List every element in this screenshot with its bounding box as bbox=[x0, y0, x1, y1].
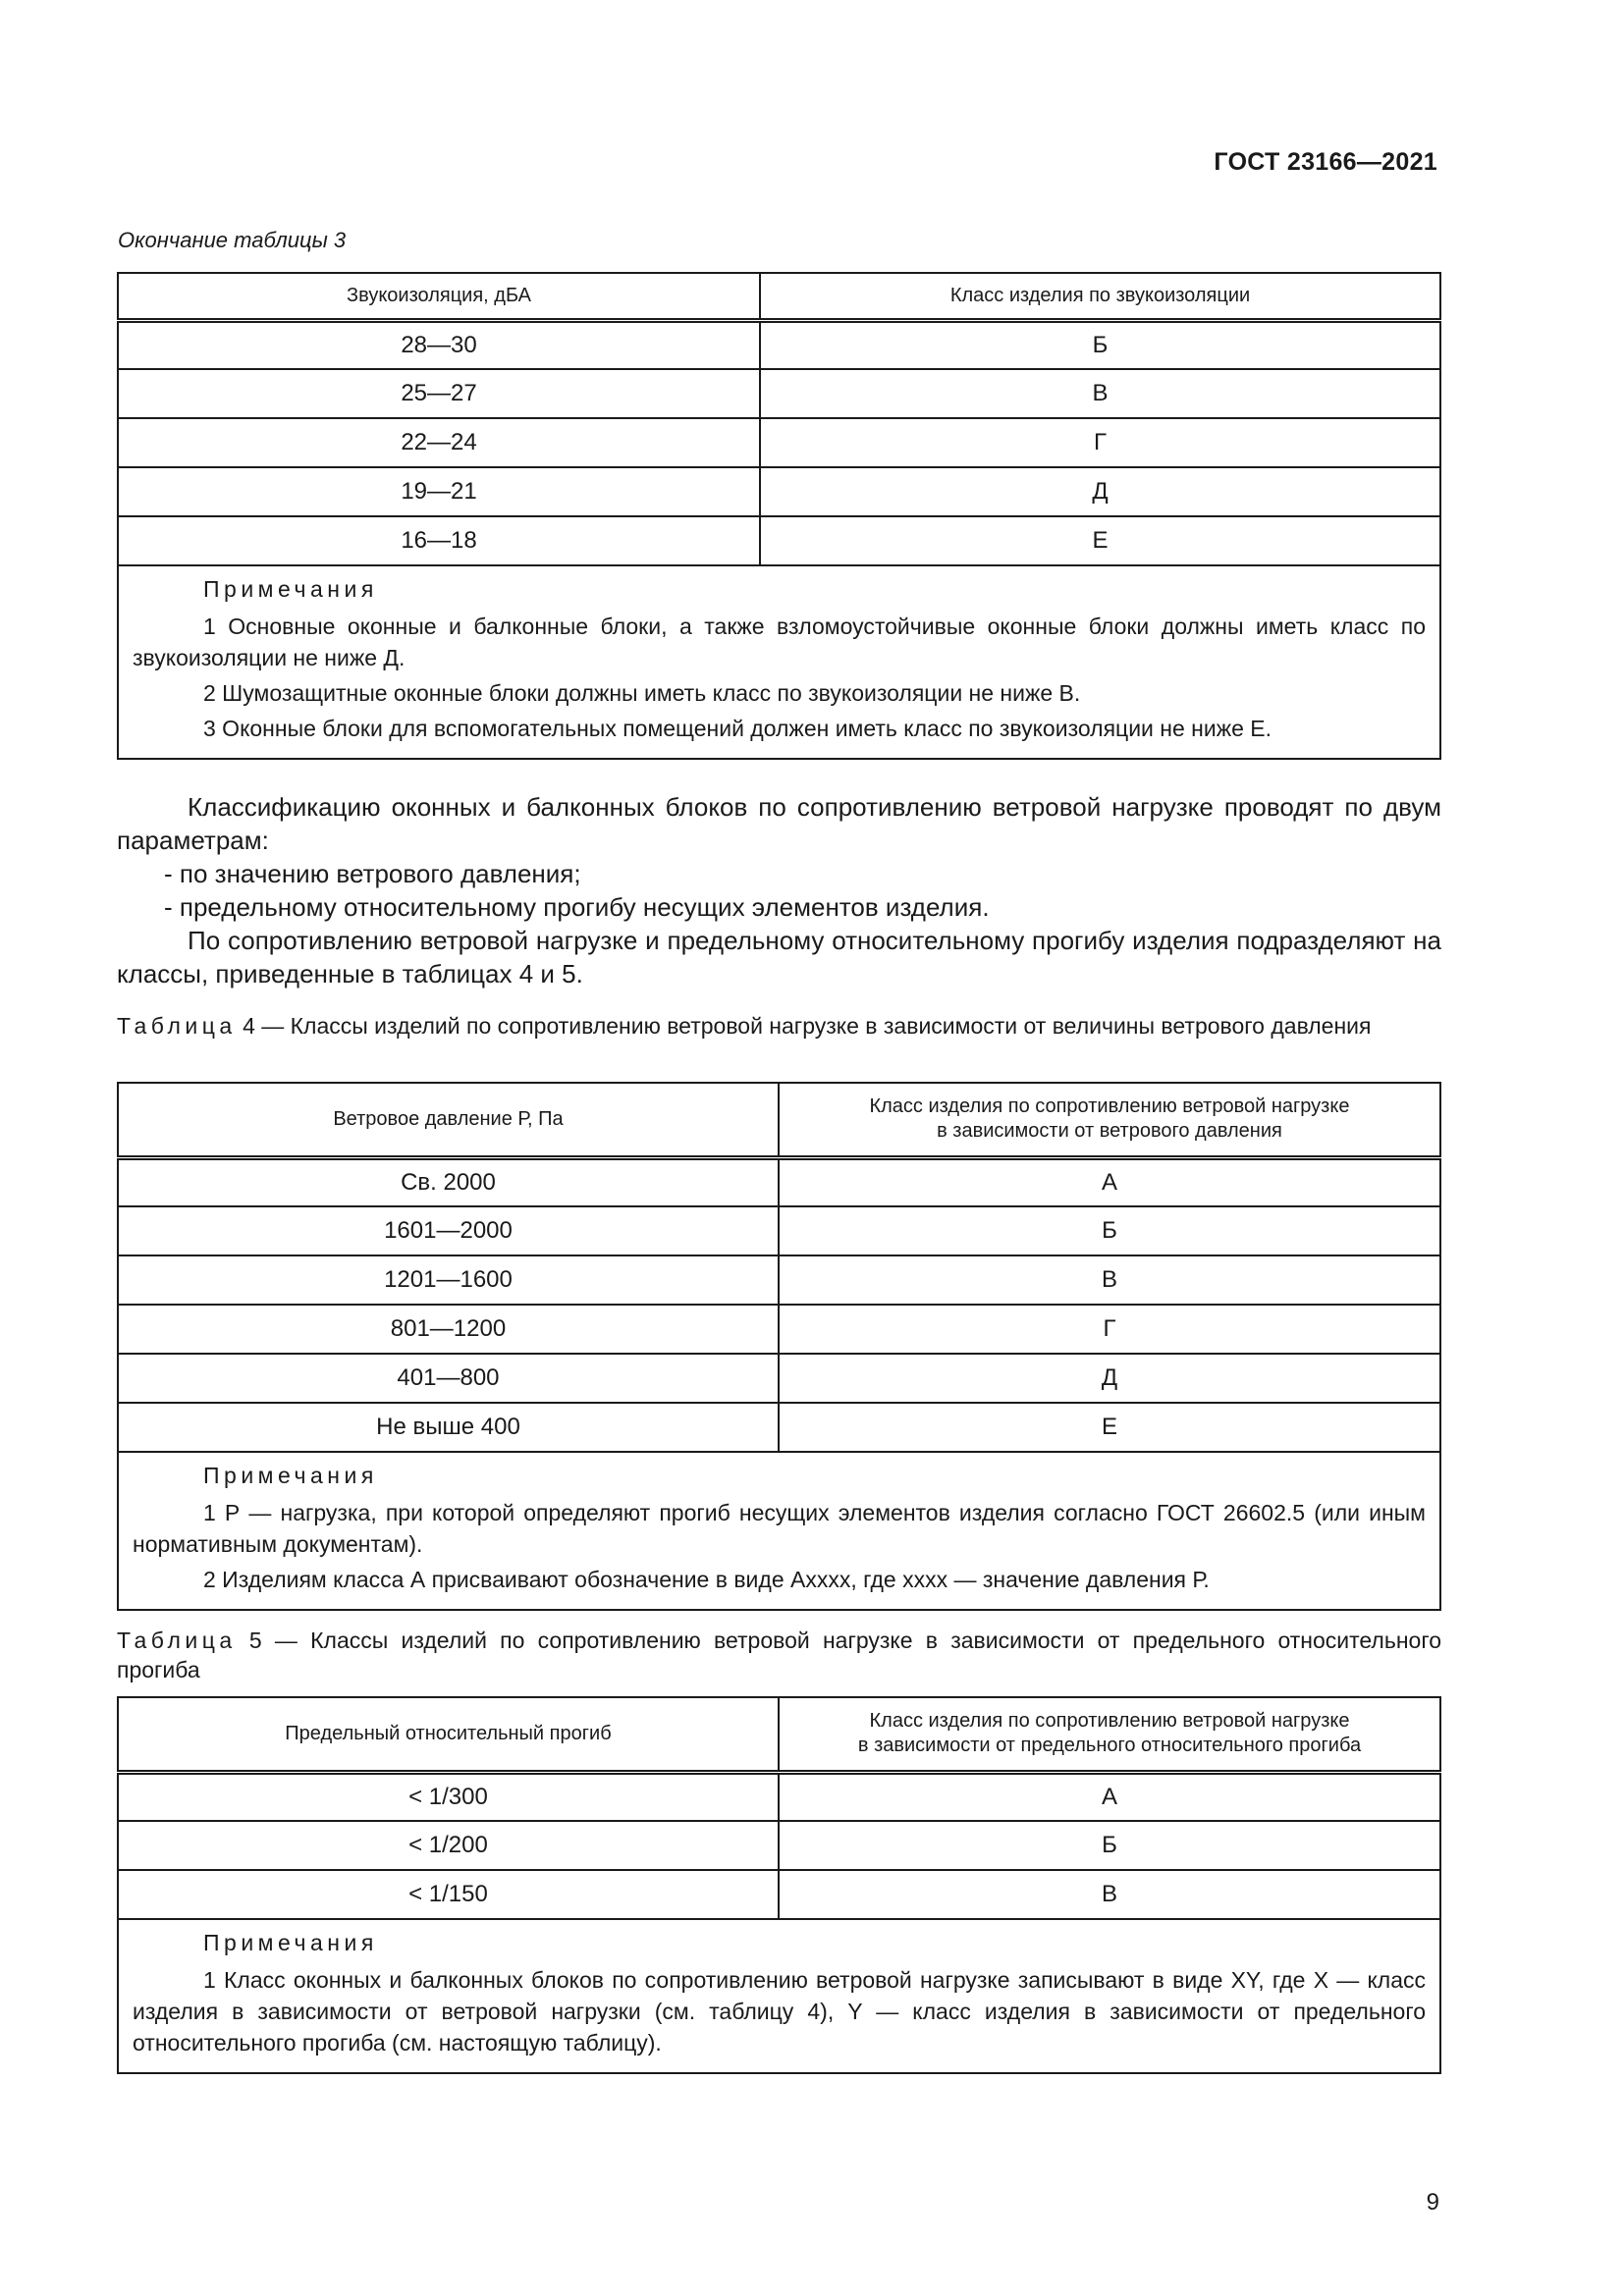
table-row bbox=[118, 1403, 1440, 1452]
table-cell: В bbox=[779, 1255, 1440, 1305]
table-cell: 801—1200 bbox=[118, 1305, 779, 1354]
table-header-row bbox=[118, 1083, 1440, 1157]
table-cell: Б bbox=[760, 320, 1440, 369]
table-cell: 19—21 bbox=[118, 467, 760, 516]
table-label: Таблица bbox=[117, 1628, 237, 1653]
table-cell: Д bbox=[779, 1354, 1440, 1403]
table-cell: 22—24 bbox=[118, 418, 760, 467]
table-cell: < 1/150 bbox=[118, 1870, 779, 1919]
body-text bbox=[117, 790, 1441, 990]
table-notes-row bbox=[118, 1919, 1440, 2073]
table-row bbox=[118, 1821, 1440, 1870]
table-row bbox=[118, 1305, 1440, 1354]
note-item: 1 Класс оконных и балконных блоков по сопротивлению ветровой нагрузке записывают в виде XY, где X — класс изделия в зависимости от ветровой нагрузки (см. таблицу 4), Y — класс изделия в зависимости от предельного относительного прогиба (см. настоящую таблицу). bbox=[133, 1967, 1426, 2056]
table-notes bbox=[118, 1452, 1440, 1610]
paragraph: Классификацию оконных и балконных блоков по сопротивлению ветровой нагрузке проводят по двум параметрам: bbox=[117, 792, 1441, 855]
note-item: 2 Изделиям класса А присваивают обозначение в виде Аxxxx, где xxxx — значение давления Р. bbox=[203, 1567, 1210, 1592]
table-header-cell: Класс изделия по звукоизоляции bbox=[760, 273, 1440, 320]
header-line: Класс изделия по сопротивлению ветровой нагрузке bbox=[869, 1095, 1350, 1118]
table-header-cell: Звукоизоляция, дБА bbox=[118, 273, 760, 320]
table-row bbox=[118, 320, 1440, 369]
table-cell: 1601—2000 bbox=[118, 1206, 779, 1255]
note-item: 3 Оконные блоки для вспомогательных помещений должен иметь класс по звукоизоляции не ниже Е. bbox=[203, 716, 1272, 741]
table-cell: А bbox=[779, 1157, 1440, 1206]
list-item: - предельному относительному прогибу несущих элементов изделия. bbox=[164, 892, 990, 922]
table-cell: 16—18 bbox=[118, 516, 760, 565]
table-header-row bbox=[118, 1697, 1440, 1772]
table-cell: 25—27 bbox=[118, 369, 760, 418]
table-notes bbox=[118, 565, 1440, 759]
table-cell: < 1/300 bbox=[118, 1772, 779, 1821]
table-cell: В bbox=[779, 1870, 1440, 1919]
table-cell: Не выше 400 bbox=[118, 1403, 779, 1452]
table-cell: В bbox=[760, 369, 1440, 418]
table-row bbox=[118, 369, 1440, 418]
table-header-row bbox=[118, 273, 1440, 320]
paragraph: По сопротивлению ветровой нагрузке и предельному относительному прогибу изделия подразделяют на классы, приведенные в таблицах 4 и 5. bbox=[117, 926, 1441, 988]
table-row bbox=[118, 516, 1440, 565]
note-item: 1 Р — нагрузка, при которой определяют прогиб несущих элементов изделия согласно ГОСТ 26602.5 (или иным нормативным документам). bbox=[133, 1500, 1426, 1557]
table-row bbox=[118, 1255, 1440, 1305]
table-row bbox=[118, 1157, 1440, 1206]
table3 bbox=[117, 272, 1441, 760]
document-code: ГОСТ 23166—2021 bbox=[1214, 148, 1437, 176]
table-cell: Д bbox=[760, 467, 1440, 516]
table4-caption bbox=[117, 1011, 1441, 1041]
table-header-cell bbox=[779, 1697, 1440, 1772]
header-line: в зависимости от предельного относительного прогиба bbox=[857, 1735, 1362, 1757]
table-cell: Г bbox=[760, 418, 1440, 467]
table-cell: А bbox=[779, 1772, 1440, 1821]
table5-caption bbox=[117, 1626, 1441, 1684]
table-row bbox=[118, 467, 1440, 516]
table-cell: Б bbox=[779, 1206, 1440, 1255]
page-number: 9 bbox=[1426, 2189, 1439, 2216]
table-notes-row bbox=[118, 565, 1440, 759]
table-cell: Б bbox=[779, 1821, 1440, 1870]
table-cell: Св. 2000 bbox=[118, 1157, 779, 1206]
table-row bbox=[118, 1354, 1440, 1403]
table-header-cell: Ветровое давление Р, Па bbox=[118, 1083, 779, 1157]
list-item: - по значению ветрового давления; bbox=[164, 859, 581, 888]
table-cell: 28—30 bbox=[118, 320, 760, 369]
table-cell: < 1/200 bbox=[118, 1821, 779, 1870]
table-cell: 401—800 bbox=[118, 1354, 779, 1403]
table-header-cell: Предельный относительный прогиб bbox=[118, 1697, 779, 1772]
table-cell: Е bbox=[779, 1403, 1440, 1452]
header-line: Класс изделия по сопротивлению ветровой нагрузке bbox=[869, 1710, 1350, 1733]
notes-title: Примечания bbox=[203, 576, 378, 602]
table4 bbox=[117, 1082, 1441, 1611]
table-notes-row bbox=[118, 1452, 1440, 1610]
header-line: в зависимости от ветрового давления bbox=[937, 1120, 1282, 1143]
table-header-cell bbox=[779, 1083, 1440, 1157]
notes-title: Примечания bbox=[203, 1463, 378, 1488]
table-row bbox=[118, 418, 1440, 467]
note-item: 2 Шумозащитные оконные блоки должны иметь класс по звукоизоляции не ниже В. bbox=[203, 680, 1081, 706]
table-row bbox=[118, 1772, 1440, 1821]
table-cell: Е bbox=[760, 516, 1440, 565]
notes-title: Примечания bbox=[203, 1930, 378, 1955]
table-notes bbox=[118, 1919, 1440, 2073]
note-item: 1 Основные оконные и балконные блоки, а также взломоустойчивые оконные блоки должны иметь класс по звукоизоляции не ниже Д. bbox=[133, 614, 1426, 670]
table3-continuation-caption: Окончание таблицы 3 bbox=[118, 228, 347, 252]
table-caption-text: 4 — Классы изделий по сопротивлению ветровой нагрузке в зависимости от величины ветрового давления bbox=[236, 1013, 1372, 1039]
table-label: Таблица bbox=[117, 1013, 237, 1039]
table-cell: Г bbox=[779, 1305, 1440, 1354]
table-cell: 1201—1600 bbox=[118, 1255, 779, 1305]
table5 bbox=[117, 1696, 1441, 2074]
table-row bbox=[118, 1206, 1440, 1255]
table-row bbox=[118, 1870, 1440, 1919]
table-caption-text: 5 — Классы изделий по сопротивлению ветровой нагрузке в зависимости от предельного относительного прогиба bbox=[117, 1628, 1441, 1682]
